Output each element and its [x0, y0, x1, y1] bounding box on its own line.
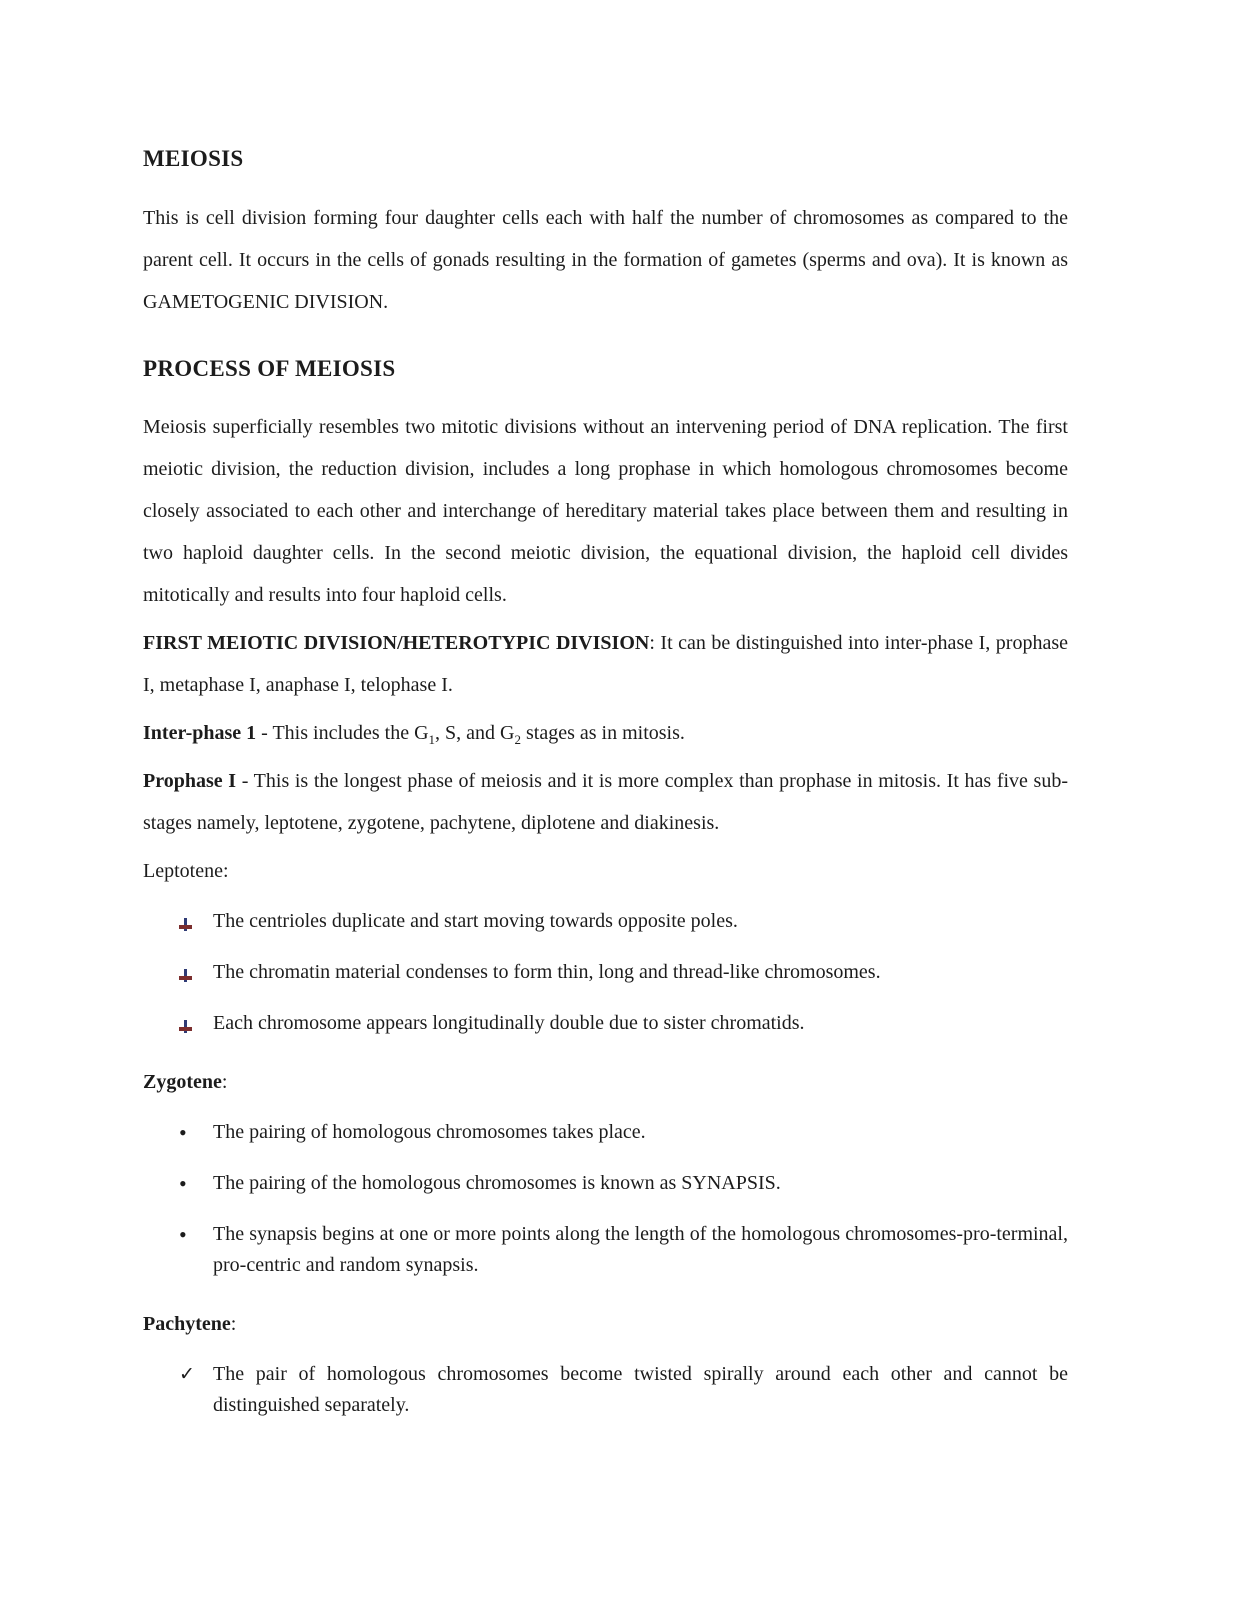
paragraph [143, 197, 1068, 323]
text-run-subscript: 1 [428, 732, 436, 748]
text-run: The pairing of homologous chromosomes takes place. [213, 1121, 646, 1144]
text-run: : It can be distinguished into inter-phase I, prophase I, metaphase I, anaphase I, telophase I. [143, 632, 1069, 697]
list-item-text [213, 1117, 1068, 1148]
text-run: The centrioles duplicate and start moving towards opposite poles. [213, 910, 738, 933]
list-item [179, 1168, 1068, 1199]
text-run: - This includes the G [256, 722, 429, 745]
flag-glyph-icon [179, 1020, 192, 1033]
text-run: - This is the longest phase of meiosis and it is more complex than prophase in mitosis. It has five sub-stages namely, leptotene, zygotene, pachytene, diplotene and diakinesis. [143, 770, 1069, 835]
section-heading: MEIOSIS [143, 146, 244, 171]
text-run: stages as in mitosis. [521, 722, 685, 745]
text-run: : [221, 1071, 228, 1094]
text-run-bold: Zygotene [143, 1071, 222, 1094]
flag-bullet-icon [179, 957, 213, 988]
list-item [179, 906, 1068, 937]
list-item [179, 1008, 1068, 1039]
paragraph [143, 712, 1068, 754]
text-run: The synapsis begins at one or more points along the length of the homologous chromosomes-pro-terminal, pro-centric and random synapsis. [213, 1223, 1068, 1277]
dot-bullet-icon: • [179, 1222, 187, 1248]
text-run: Leptotene: [143, 860, 229, 883]
list-item [179, 957, 1068, 988]
text-run-bold: Prophase I [143, 770, 237, 793]
paragraph [143, 850, 1068, 892]
list-item [179, 1219, 1068, 1281]
list-item-text [213, 957, 1068, 988]
text-run-subscript: 2 [514, 732, 521, 748]
paragraph [143, 1061, 1068, 1103]
flag-glyph-icon [179, 918, 192, 931]
list-item [179, 1117, 1068, 1148]
bullet-list-dot [143, 1117, 1068, 1281]
text-run-bold: FIRST MEIOTIC DIVISION/HETEROTYPIC DIVISION [143, 632, 650, 655]
flag-glyph-icon [179, 969, 192, 982]
section-heading: PROCESS OF MEIOSIS [143, 355, 396, 381]
text-run: The pairing of the homologous chromosomes is known as SYNAPSIS. [213, 1172, 781, 1195]
text-run: This is cell division forming four daughter cells each with half the number of chromosomes as compared to the parent cell. It occurs in the cells of gonads resulting in the formation of gametes (sperms and ova). It is known as GAMETOGENIC DIVISION. [143, 206, 1068, 313]
paragraph [143, 406, 1068, 616]
text-run-bold: Pachytene [143, 1313, 231, 1336]
flag-bullet-icon [179, 906, 213, 937]
paragraph [143, 1303, 1068, 1345]
text-run-bold: Inter-phase 1 [143, 722, 257, 745]
text-run: The chromatin material condenses to form thin, long and thread-like chromosomes. [213, 961, 881, 984]
bullet-list-flag [143, 906, 1068, 1039]
list-item-text [213, 1008, 1068, 1039]
flag-bullet-icon [179, 1008, 213, 1039]
list-item-text [213, 1168, 1068, 1199]
text-run: Meiosis superficially resembles two mitotic divisions without an intervening period of DNA replication. The first meiotic division, the reduction division, includes a long prophase in which homologous chromosomes become closely associated to each other and interchange of hereditary material takes place between them and resulting in two haploid daughter cells. In the second meiotic division, the equational division, the haploid cell divides mitotically and results into four haploid cells. [143, 416, 1068, 607]
text-run: : [230, 1313, 237, 1336]
list-item-text [213, 1219, 1068, 1281]
list-item [179, 1359, 1068, 1421]
text-run: The pair of homologous chromosomes become twisted spirally around each other and cannot be distinguished separately. [213, 1363, 1068, 1417]
dot-bullet-icon: • [179, 1120, 187, 1146]
text-run: Each chromosome appears longitudinally double due to sister chromatids. [213, 1012, 805, 1035]
document-content [143, 145, 1068, 1421]
list-item-text [213, 1359, 1068, 1421]
paragraph [143, 622, 1068, 706]
check-bullet-icon: ✓ [179, 1364, 195, 1386]
dot-bullet-icon: • [179, 1171, 187, 1197]
list-item-text [213, 906, 1068, 937]
text-run: , S, and G [435, 722, 515, 745]
paragraph [143, 760, 1068, 844]
bullet-list-check [143, 1359, 1068, 1421]
